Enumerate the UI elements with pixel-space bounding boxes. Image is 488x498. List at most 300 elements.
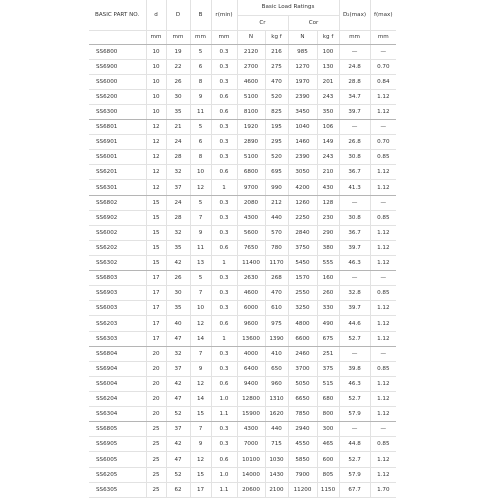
cor-n-cell: 1570 <box>288 271 317 286</box>
cor-n-cell: 11200 <box>288 482 317 497</box>
cor-n-cell: 1970 <box>288 74 317 89</box>
d2-max-cell: 46.3 <box>339 376 370 391</box>
cr-n-cell: 6400 <box>237 361 265 376</box>
f-max-cell: — <box>370 195 396 210</box>
d2-max-cell: 32.8 <box>339 286 370 301</box>
cor-n-cell: 5050 <box>288 376 317 391</box>
table-row <box>89 104 396 119</box>
units-blank <box>89 30 146 44</box>
b-cell: 6 <box>190 135 211 150</box>
b-cell: 7 <box>190 210 211 225</box>
f-max-cell: 1.12 <box>370 331 396 346</box>
b-cell: 12 <box>190 452 211 467</box>
r-min-cell: 1 <box>211 256 237 271</box>
f-max-cell: 1.12 <box>370 165 396 180</box>
cor-kgf-cell: 380 <box>317 240 339 255</box>
table-row <box>89 210 396 225</box>
d-cell: 10 <box>146 44 166 59</box>
cr-n-cell: 12800 <box>237 392 265 407</box>
part-no-cell: SS6903 <box>89 286 146 301</box>
d-cell: 17 <box>146 286 166 301</box>
unit-r: mm <box>211 30 237 44</box>
cr-n-cell: 2630 <box>237 271 265 286</box>
r-min-header: r(min) <box>211 0 237 30</box>
b-cell: 17 <box>190 482 211 497</box>
b-cell: 12 <box>190 316 211 331</box>
f-max-cell: 1.12 <box>370 89 396 104</box>
d-cell: 25 <box>146 482 166 497</box>
r-min-cell: 0.3 <box>211 135 237 150</box>
d-cell: 12 <box>146 120 166 135</box>
outer-d-cell: 37 <box>166 361 190 376</box>
part-no-cell: SS6305 <box>89 482 146 497</box>
d-cell: 20 <box>146 361 166 376</box>
unit-outer-d: mm <box>166 30 190 44</box>
b-cell: 13 <box>190 256 211 271</box>
d-cell: 20 <box>146 376 166 391</box>
part-no-cell: SS6304 <box>89 407 146 422</box>
part-no-cell: SS6005 <box>89 452 146 467</box>
cor-n-cell: 2390 <box>288 89 317 104</box>
part-no-cell: SS6202 <box>89 240 146 255</box>
f-max-cell: 0.85 <box>370 150 396 165</box>
table-row <box>89 120 396 135</box>
bearing-spec-table <box>89 0 396 498</box>
unit-d: mm <box>146 30 166 44</box>
cor-n-cell: 3700 <box>288 361 317 376</box>
cor-kgf-cell: 430 <box>317 180 339 195</box>
cr-kgf-cell: 216 <box>265 44 288 59</box>
f-max-cell: 0.70 <box>370 135 396 150</box>
b-cell: 6 <box>190 59 211 74</box>
d2-max-cell: 36.7 <box>339 225 370 240</box>
part-no-cell: SS6205 <box>89 467 146 482</box>
table-row <box>89 467 396 482</box>
r-min-cell: 0.6 <box>211 240 237 255</box>
r-min-cell: 0.3 <box>211 120 237 135</box>
cr-n-cell: 2890 <box>237 135 265 150</box>
b-cell: 5 <box>190 120 211 135</box>
d2-max-cell: 39.7 <box>339 104 370 119</box>
part-no-cell: SS6900 <box>89 59 146 74</box>
d2-max-cell: 44.6 <box>339 316 370 331</box>
table-row <box>89 271 396 286</box>
cor-kgf-cell: 128 <box>317 195 339 210</box>
cr-kgf-cell: 212 <box>265 195 288 210</box>
cor-kgf-cell: 680 <box>317 392 339 407</box>
d2-max-cell: 46.3 <box>339 256 370 271</box>
cr-n-cell: 4000 <box>237 346 265 361</box>
table-row <box>89 422 396 437</box>
outer-d-cell: 52 <box>166 467 190 482</box>
table-row <box>89 331 396 346</box>
unit-cr-n: N <box>237 30 265 44</box>
table-row <box>89 59 396 74</box>
table-row <box>89 195 396 210</box>
d-cell: 15 <box>146 210 166 225</box>
part-no-cell: SS6203 <box>89 316 146 331</box>
cr-n-cell: 8100 <box>237 104 265 119</box>
d2-max-cell: 36.7 <box>339 165 370 180</box>
load-ratings-header: Basic Load Ratings <box>237 0 339 15</box>
cr-n-cell: 4300 <box>237 210 265 225</box>
part-no-cell: SS6901 <box>89 135 146 150</box>
d2-max-cell: 67.7 <box>339 482 370 497</box>
cor-n-cell: 5450 <box>288 256 317 271</box>
cr-kgf-cell: 715 <box>265 437 288 452</box>
d-cell: 17 <box>146 301 166 316</box>
cr-n-cell: 4600 <box>237 74 265 89</box>
f-max-cell: — <box>370 44 396 59</box>
r-min-cell: 0.6 <box>211 316 237 331</box>
cr-n-cell: 6800 <box>237 165 265 180</box>
r-min-cell: 0.6 <box>211 165 237 180</box>
cor-kgf-cell: 330 <box>317 301 339 316</box>
cor-n-cell: 2840 <box>288 225 317 240</box>
cor-n-cell: 2460 <box>288 346 317 361</box>
b-cell: 9 <box>190 225 211 240</box>
cor-kgf-cell: 300 <box>317 422 339 437</box>
r-min-cell: 0.6 <box>211 452 237 467</box>
cor-n-cell: 2250 <box>288 210 317 225</box>
d2-max-cell: 39.8 <box>339 361 370 376</box>
table-row <box>89 150 396 165</box>
f-max-cell: 0.85 <box>370 361 396 376</box>
cor-kgf-cell: 490 <box>317 316 339 331</box>
part-no-cell: SS6905 <box>89 437 146 452</box>
r-min-cell: 0.3 <box>211 150 237 165</box>
b-cell: 7 <box>190 286 211 301</box>
cr-kgf-cell: 2100 <box>265 482 288 497</box>
outer-d-cell: 21 <box>166 120 190 135</box>
part-no-cell: SS6200 <box>89 89 146 104</box>
d-cell: 15 <box>146 195 166 210</box>
r-min-cell: 1.0 <box>211 392 237 407</box>
cr-n-cell: 10100 <box>237 452 265 467</box>
cor-n-cell: 7900 <box>288 467 317 482</box>
d-cell: 10 <box>146 104 166 119</box>
cor-kgf-cell: 800 <box>317 407 339 422</box>
b-cell: 11 <box>190 240 211 255</box>
cor-kgf-cell: 465 <box>317 437 339 452</box>
outer-d-cell: 42 <box>166 376 190 391</box>
cr-kgf-cell: 960 <box>265 376 288 391</box>
cor-kgf-cell: 201 <box>317 74 339 89</box>
cor-n-cell: 3050 <box>288 165 317 180</box>
d2-max-cell: 57.9 <box>339 467 370 482</box>
r-min-cell: 0.6 <box>211 104 237 119</box>
outer-d-cell: 30 <box>166 286 190 301</box>
r-min-cell: 0.3 <box>211 437 237 452</box>
d2-max-cell: 41.3 <box>339 180 370 195</box>
d2-max-header: D₂(max) <box>339 0 370 30</box>
d-cell: 17 <box>146 331 166 346</box>
cr-kgf-cell: 610 <box>265 301 288 316</box>
cr-kgf-cell: 1620 <box>265 407 288 422</box>
d-cell: 25 <box>146 467 166 482</box>
units-row <box>89 30 396 44</box>
part-no-cell: SS6001 <box>89 150 146 165</box>
cr-n-cell: 11400 <box>237 256 265 271</box>
table-row <box>89 437 396 452</box>
part-no-header: BASIC PART NO. <box>95 11 140 18</box>
cor-n-cell: 1460 <box>288 135 317 150</box>
f-max-cell: 1.12 <box>370 180 396 195</box>
f-max-cell: 0.85 <box>370 286 396 301</box>
outer-d-cell: 26 <box>166 271 190 286</box>
d2-max-cell: — <box>339 44 370 59</box>
cor-n-cell: 2550 <box>288 286 317 301</box>
d2-max-cell: — <box>339 271 370 286</box>
r-min-cell: 0.6 <box>211 89 237 104</box>
cr-kgf-cell: 470 <box>265 74 288 89</box>
d2-max-cell: — <box>339 346 370 361</box>
outer-d-cell: 42 <box>166 256 190 271</box>
b-cell: 11 <box>190 104 211 119</box>
d-cell: 20 <box>146 407 166 422</box>
d2-max-cell: 57.9 <box>339 407 370 422</box>
b-header: B <box>190 0 211 30</box>
cor-kgf-cell: 1150 <box>317 482 339 497</box>
cr-n-cell: 5100 <box>237 89 265 104</box>
f-max-cell: 1.12 <box>370 225 396 240</box>
outer-d-header: D <box>166 0 190 30</box>
b-cell: 10 <box>190 165 211 180</box>
cor-kgf-cell: 600 <box>317 452 339 467</box>
cor-n-cell: 3750 <box>288 240 317 255</box>
d2-max-cell: 39.7 <box>339 240 370 255</box>
d-cell: 25 <box>146 422 166 437</box>
f-max-cell: 1.12 <box>370 376 396 391</box>
cor-n-cell: 2390 <box>288 150 317 165</box>
b-cell: 5 <box>190 44 211 59</box>
f-max-cell: 0.85 <box>370 437 396 452</box>
part-no-cell: SS6904 <box>89 361 146 376</box>
cor-kgf-cell: 290 <box>317 225 339 240</box>
d2-max-cell: — <box>339 195 370 210</box>
outer-d-cell: 47 <box>166 452 190 467</box>
d-cell: 10 <box>146 89 166 104</box>
cor-kgf-cell: 675 <box>317 331 339 346</box>
unit-b: mm <box>190 30 211 44</box>
r-min-cell: 1.1 <box>211 482 237 497</box>
b-cell: 10 <box>190 301 211 316</box>
outer-d-cell: 35 <box>166 104 190 119</box>
r-min-cell: 0.3 <box>211 271 237 286</box>
f-max-cell: — <box>370 271 396 286</box>
r-min-cell: 0.3 <box>211 74 237 89</box>
table-row <box>89 240 396 255</box>
b-cell: 9 <box>190 361 211 376</box>
cr-header: Cr <box>237 15 288 30</box>
f-max-cell: 0.85 <box>370 210 396 225</box>
cor-kgf-cell: 149 <box>317 135 339 150</box>
part-no-cell: SS6803 <box>89 271 146 286</box>
cr-kgf-cell: 520 <box>265 150 288 165</box>
part-no-cell: SS6303 <box>89 331 146 346</box>
b-cell: 15 <box>190 407 211 422</box>
d-cell: 15 <box>146 225 166 240</box>
r-min-cell: 0.3 <box>211 225 237 240</box>
b-cell: 14 <box>190 392 211 407</box>
cr-kgf-cell: 825 <box>265 104 288 119</box>
part-no-cell: SS6805 <box>89 422 146 437</box>
d2-max-cell: 34.7 <box>339 89 370 104</box>
table-row <box>89 165 396 180</box>
d-cell: 20 <box>146 392 166 407</box>
f-max-cell: 1.12 <box>370 104 396 119</box>
d2-max-cell: — <box>339 120 370 135</box>
cor-n-cell: 4550 <box>288 437 317 452</box>
r-min-cell: 0.6 <box>211 376 237 391</box>
r-min-cell: 0.3 <box>211 44 237 59</box>
f-max-cell: 1.70 <box>370 482 396 497</box>
r-min-cell: 1.0 <box>211 467 237 482</box>
d-cell: 17 <box>146 271 166 286</box>
table-row <box>89 452 396 467</box>
cr-kgf-cell: 1430 <box>265 467 288 482</box>
cor-n-cell: 5850 <box>288 452 317 467</box>
cr-n-cell: 9700 <box>237 180 265 195</box>
table-row <box>89 301 396 316</box>
b-cell: 14 <box>190 331 211 346</box>
d2-max-cell: 30.8 <box>339 210 370 225</box>
outer-d-cell: 32 <box>166 346 190 361</box>
cr-kgf-cell: 440 <box>265 210 288 225</box>
outer-d-cell: 30 <box>166 89 190 104</box>
f-max-cell: — <box>370 346 396 361</box>
outer-d-cell: 35 <box>166 240 190 255</box>
cr-kgf-cell: 780 <box>265 240 288 255</box>
b-cell: 5 <box>190 195 211 210</box>
part-no-cell: SS6804 <box>89 346 146 361</box>
f-max-header: f(max) <box>370 0 396 30</box>
cr-kgf-cell: 195 <box>265 120 288 135</box>
d-cell: 15 <box>146 240 166 255</box>
cor-n-cell: 1270 <box>288 59 317 74</box>
r-min-cell: 0.3 <box>211 59 237 74</box>
outer-d-cell: 62 <box>166 482 190 497</box>
cr-n-cell: 5600 <box>237 225 265 240</box>
d-cell: 25 <box>146 437 166 452</box>
cor-n-cell: 1040 <box>288 120 317 135</box>
d2-max-cell: 44.8 <box>339 437 370 452</box>
bearing-spec-table-container <box>89 0 396 498</box>
f-max-cell: 0.70 <box>370 59 396 74</box>
unit-cor-n: N <box>288 30 317 44</box>
cr-kgf-cell: 1030 <box>265 452 288 467</box>
f-max-cell: 1.12 <box>370 452 396 467</box>
r-min-cell: 1 <box>211 180 237 195</box>
cor-header: Cor <box>288 15 339 30</box>
table-row <box>89 407 396 422</box>
cr-n-cell: 13600 <box>237 331 265 346</box>
cor-n-cell: 3250 <box>288 301 317 316</box>
outer-d-cell: 24 <box>166 135 190 150</box>
cr-kgf-cell: 268 <box>265 271 288 286</box>
cor-kgf-cell: 555 <box>317 256 339 271</box>
cr-kgf-cell: 1390 <box>265 331 288 346</box>
part-no-cell: SS6002 <box>89 225 146 240</box>
cor-kgf-cell: 375 <box>317 361 339 376</box>
table-row <box>89 256 396 271</box>
d2-max-cell: 52.7 <box>339 331 370 346</box>
table-row <box>89 316 396 331</box>
cor-kgf-cell: 515 <box>317 376 339 391</box>
r-min-cell: 0.3 <box>211 195 237 210</box>
d2-max-cell: 52.7 <box>339 392 370 407</box>
cr-n-cell: 7000 <box>237 437 265 452</box>
b-cell: 9 <box>190 89 211 104</box>
f-max-cell: 1.12 <box>370 301 396 316</box>
d2-max-cell: 52.7 <box>339 452 370 467</box>
cr-kgf-cell: 410 <box>265 346 288 361</box>
r-min-cell: 0.3 <box>211 301 237 316</box>
b-cell: 8 <box>190 74 211 89</box>
f-max-cell: — <box>370 422 396 437</box>
part-no-cell: SS6003 <box>89 301 146 316</box>
cr-n-cell: 20600 <box>237 482 265 497</box>
d2-max-cell: 28.8 <box>339 74 370 89</box>
cor-kgf-cell: 230 <box>317 210 339 225</box>
d-cell: 17 <box>146 316 166 331</box>
outer-d-cell: 28 <box>166 210 190 225</box>
outer-d-cell: 19 <box>166 44 190 59</box>
f-max-cell: 1.12 <box>370 256 396 271</box>
outer-d-cell: 28 <box>166 150 190 165</box>
cr-kgf-cell: 570 <box>265 225 288 240</box>
cr-n-cell: 4300 <box>237 422 265 437</box>
table-row <box>89 482 396 497</box>
unit-cr-kgf: kg f <box>265 30 288 44</box>
r-min-cell: 0.3 <box>211 346 237 361</box>
outer-d-cell: 32 <box>166 225 190 240</box>
unit-d2: mm <box>339 30 370 44</box>
cr-n-cell: 9600 <box>237 316 265 331</box>
cor-n-cell: 6650 <box>288 392 317 407</box>
d-cell: 20 <box>146 346 166 361</box>
b-cell: 7 <box>190 346 211 361</box>
d-header: d <box>146 0 166 30</box>
b-cell: 7 <box>190 422 211 437</box>
part-no-cell: SS6000 <box>89 74 146 89</box>
r-min-cell: 1 <box>211 331 237 346</box>
cr-kgf-cell: 520 <box>265 89 288 104</box>
f-max-cell: 1.12 <box>370 240 396 255</box>
part-no-cell: SS6801 <box>89 120 146 135</box>
cr-n-cell: 6000 <box>237 301 265 316</box>
cor-n-cell: 2940 <box>288 422 317 437</box>
cor-n-cell: 6600 <box>288 331 317 346</box>
cr-n-cell: 9400 <box>237 376 265 391</box>
table-row <box>89 225 396 240</box>
d-cell: 10 <box>146 59 166 74</box>
outer-d-cell: 24 <box>166 195 190 210</box>
d-cell: 12 <box>146 180 166 195</box>
cor-kgf-cell: 260 <box>317 286 339 301</box>
table-row <box>89 361 396 376</box>
part-no-cell: SS6902 <box>89 210 146 225</box>
cr-kgf-cell: 1170 <box>265 256 288 271</box>
table-row <box>89 44 396 59</box>
cr-n-cell: 1920 <box>237 120 265 135</box>
part-no-cell: SS6300 <box>89 104 146 119</box>
d2-max-cell: 39.7 <box>339 301 370 316</box>
f-max-cell: 1.12 <box>370 467 396 482</box>
cr-n-cell: 2120 <box>237 44 265 59</box>
table-body <box>89 44 396 497</box>
b-cell: 15 <box>190 467 211 482</box>
